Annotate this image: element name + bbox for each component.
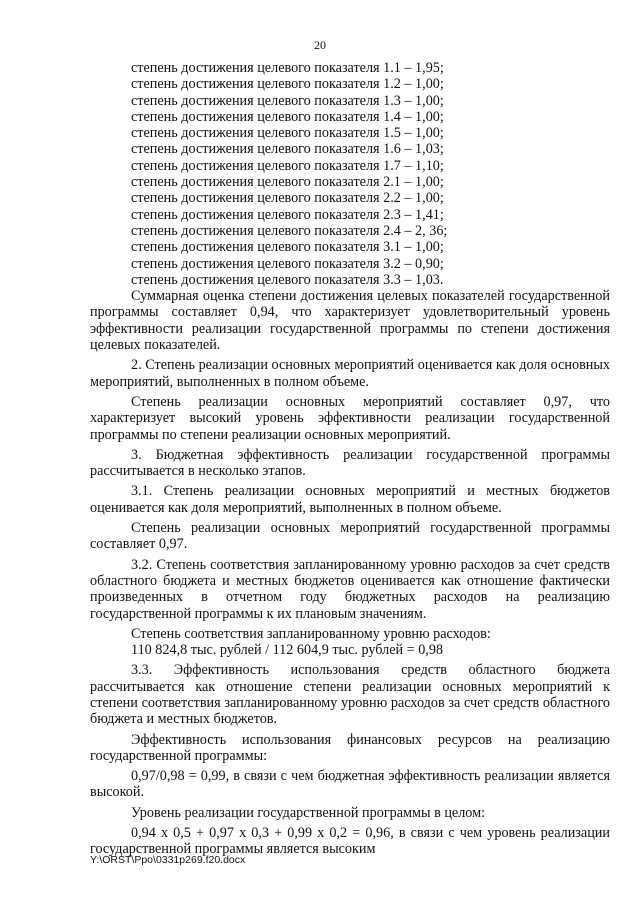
expense-level-label: Степень соответствия запланированному уровню расходов: bbox=[131, 625, 491, 642]
section-3-1-paragraph: 3.1. Степень реализации основных мероприятий и местных бюджетов оценивается как доля мероприятий, выполненных в полном объеме. bbox=[90, 483, 610, 516]
indicator-line: степень достижения целевого показателя 3.2 – 0,90; bbox=[131, 255, 444, 272]
file-path-footer: Y:\ORST\Ppo\0331p269.f20.docx bbox=[90, 854, 246, 866]
overall-level-formula: 0,94 х 0,5 + 0,97 х 0,3 + 0,99 х 0,2 = 0,96, в связи с чем уровень реализации государственной программы является высоким bbox=[90, 825, 610, 858]
indicator-line: степень достижения целевого показателя 3.3 – 1,03. bbox=[131, 271, 444, 288]
indicator-list bbox=[90, 60, 610, 288]
indicator-line: степень достижения целевого показателя 1.6 – 1,03; bbox=[131, 141, 444, 158]
indicator-line: степень достижения целевого показателя 1.1 – 1,95; bbox=[131, 60, 444, 76]
indicator-line: степень достижения целевого показателя 1.2 – 1,00; bbox=[131, 76, 444, 93]
page-number: 20 bbox=[314, 38, 326, 52]
indicator-line: степень достижения целевого показателя 2.3 – 1,41; bbox=[131, 206, 444, 223]
section-3-2-paragraph: 3.2. Степень соответствия запланированному уровню расходов за счет средств областного бюджета и местных бюджетов оценивается как отношение фактически произведенных в отчетном году бюджетных расходов на реализацию государственной программы к их плановым значениям. bbox=[90, 556, 610, 622]
indicator-line: степень достижения целевого показателя 2.1 – 1,00; bbox=[131, 174, 444, 191]
overall-level-label: Уровень реализации государственной программы в целом: bbox=[131, 804, 486, 821]
indicator-line: степень достижения целевого показателя 3.1 – 1,00; bbox=[131, 239, 444, 256]
activities-value-paragraph: Степень реализации основных мероприятий государственной программы составляет 0,97. bbox=[90, 520, 610, 553]
indicator-line: степень достижения целевого показателя 1.4 – 1,00; bbox=[131, 108, 444, 125]
activities-degree-paragraph: Степень реализации основных мероприятий составляет 0,97, что характеризует высокий уровень эффективности реализации государственной программы по степени реализации основных мероприятий. bbox=[90, 393, 610, 443]
summary-paragraph: Суммарная оценка степени достижения целевых показателей государственной программы составляет 0,94, что характеризует удовлетворительный уровень эффективности реализации государственной программы по степени достижения целевых показателей. bbox=[90, 288, 610, 354]
expense-formula: 110 824,8 тыс. рублей / 112 604,9 тыс. рублей = 0,98 bbox=[131, 642, 444, 659]
section-3-paragraph: 3. Бюджетная эффективность реализации государственной программы рассчитывается в несколько этапов. bbox=[90, 446, 610, 480]
indicator-line: степень достижения целевого показателя 1.7 – 1,10; bbox=[131, 157, 444, 174]
indicator-line: степень достижения целевого показателя 2.2 – 1,00; bbox=[131, 190, 444, 207]
budget-efficiency-formula: 0,97/0,98 = 0,99, в связи с чем бюджетная эффективность реализации является высокой. bbox=[90, 768, 610, 801]
indicator-line: степень достижения целевого показателя 2.4 – 2, 36; bbox=[131, 222, 448, 239]
indicator-line: степень достижения целевого показателя 1.5 – 1,00; bbox=[131, 125, 444, 142]
financial-efficiency-label: Эффективность использования финансовых ресурсов на реализацию государственной программы: bbox=[90, 731, 610, 764]
document-body bbox=[90, 60, 610, 858]
section-2-paragraph: 2. Степень реализации основных мероприятий оценивается как доля основных мероприятий, выполненных в полном объеме. bbox=[90, 357, 610, 390]
indicator-line: степень достижения целевого показателя 1.3 – 1,00; bbox=[131, 92, 444, 109]
section-3-3-paragraph: 3.3. Эффективность использования средств областного бюджета рассчитывается как отношение степени реализации основных мероприятий к степени соответствия запланированному уровню расходов за счет средств областного бюджета и местных бюджетов. bbox=[90, 662, 610, 728]
